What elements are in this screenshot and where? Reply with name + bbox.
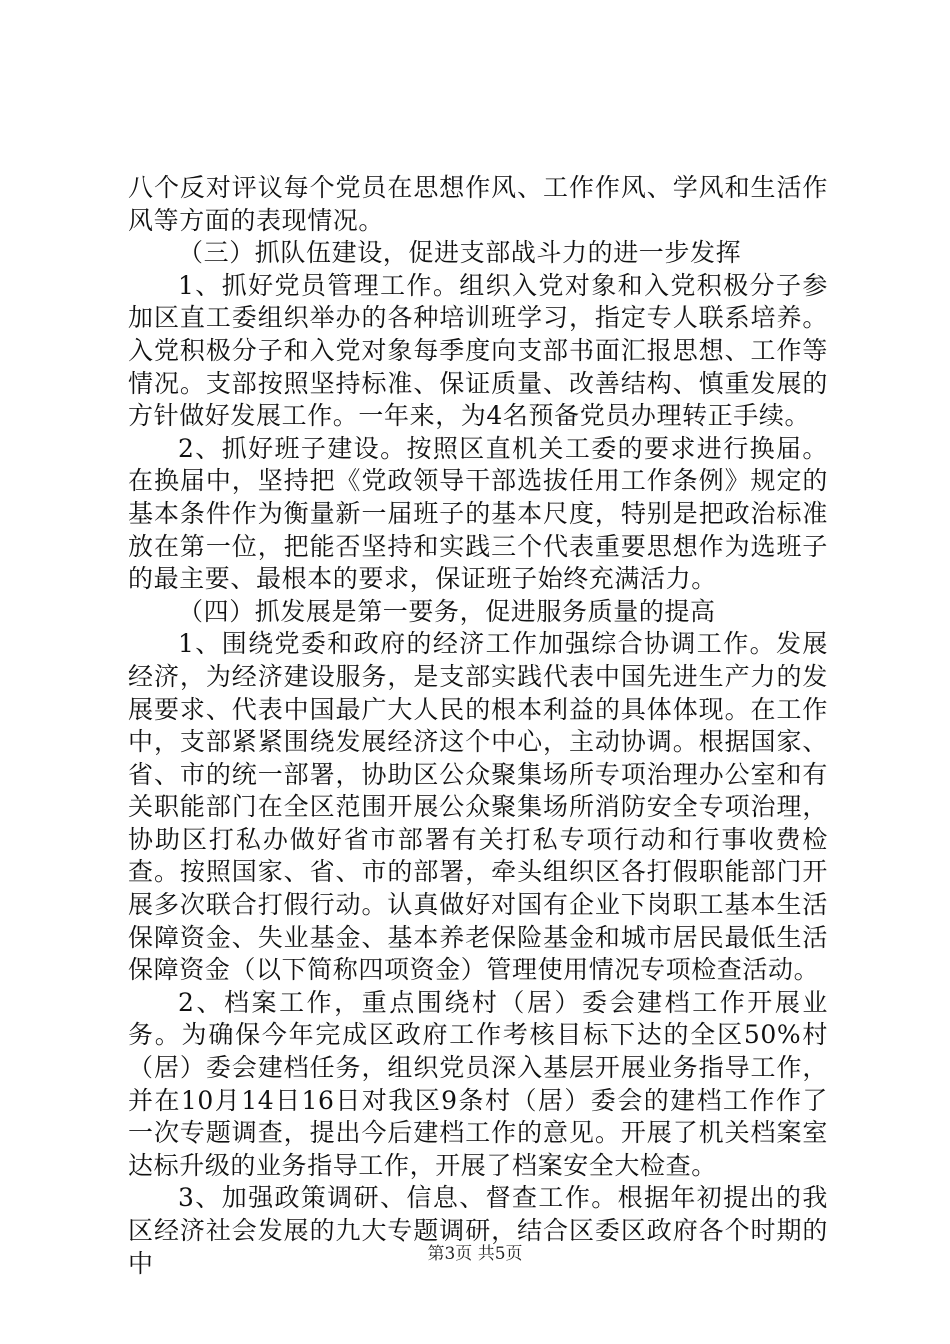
section-heading-4: （四）抓发展是第一要务，促进服务质量的提高 <box>178 596 716 626</box>
paragraph-economic-coordination: 1、围绕党委和政府的经济工作加强综合协调工作。发展经济，为经济建设服务，是支部实践代表中国先进生产力的发展要求、代表中国最广大人民的根本利益的具体体现。在工作中，支部紧紧围绕发展经济这个中心，主动协调。根据国家、省、市的统一部署，协助区公众聚集场所专项治理办公室和有关职能部门在全区范围开展公众聚集场所消防安全专项治理，协助区打私办做好省市部署有关打私专项行动和行事收费检查。按照国家、省、市的部署，牵头组织区各打假职能部门开展多次联合打假行动。认真做好对国有企业下岗职工基本生活保障资金、失业基金、基本养老保险基金和城市居民最低生活保障资金（以下简称四项资金）管理使用情况专项检查活动。 <box>128 629 828 985</box>
section-heading-3: （三）抓队伍建设，促进支部战斗力的进一步发挥 <box>178 238 742 268</box>
document-body <box>128 172 828 1280</box>
paragraph-leadership-building: 2、抓好班子建设。按照区直机关工委的要求进行换届。在换届中，坚持把《党政领导干部选拔任用工作条例》规定的基本条件作为衡量新一届班子的基本尺度，特别是把政治标准放在第一位，把能否坚持和实践三个代表重要思想作为选班子的最主要、最根本的要求，保证班子始终充满活力。 <box>128 433 828 594</box>
paragraph-policy-research: 3、加强政策调研、信息、督查工作。根据年初提出的我区经济社会发展的九大专题调研，结合区委区政府各个时期的中 <box>128 1183 828 1278</box>
paragraph-archive-work: 2、档案工作，重点围绕村（居）委会建档工作开展业务。为确保今年完成区政府工作考核目标下达的全区50%村（居）委会建档任务，组织党员深入基层开展业务指导工作，并在10月14日16日对我区9条村（居）委会的建档工作作了一次专题调查，提出今后建档工作的意见。开展了机关档案室达标升级的业务指导工作，开展了档案安全大检查。 <box>128 987 828 1180</box>
page-footer: 第3页 共5页 <box>427 1244 523 1264</box>
paragraph-1: 八个反对评议每个党员在思想作风、工作作风、学风和生活作风等方面的表现情况。 <box>128 173 828 235</box>
paragraph-party-member-management: 1、抓好党员管理工作。组织入党对象和入党积极分子参加区直工委组织举办的各种培训班学习，指定专人联系培养。入党积极分子和入党对象每季度向支部书面汇报思想、工作等情况。支部按照坚持标准、保证质量、改善结构、慎重发展的方针做好发展工作。一年来，为4名预备党员办理转正手续。 <box>128 270 828 431</box>
